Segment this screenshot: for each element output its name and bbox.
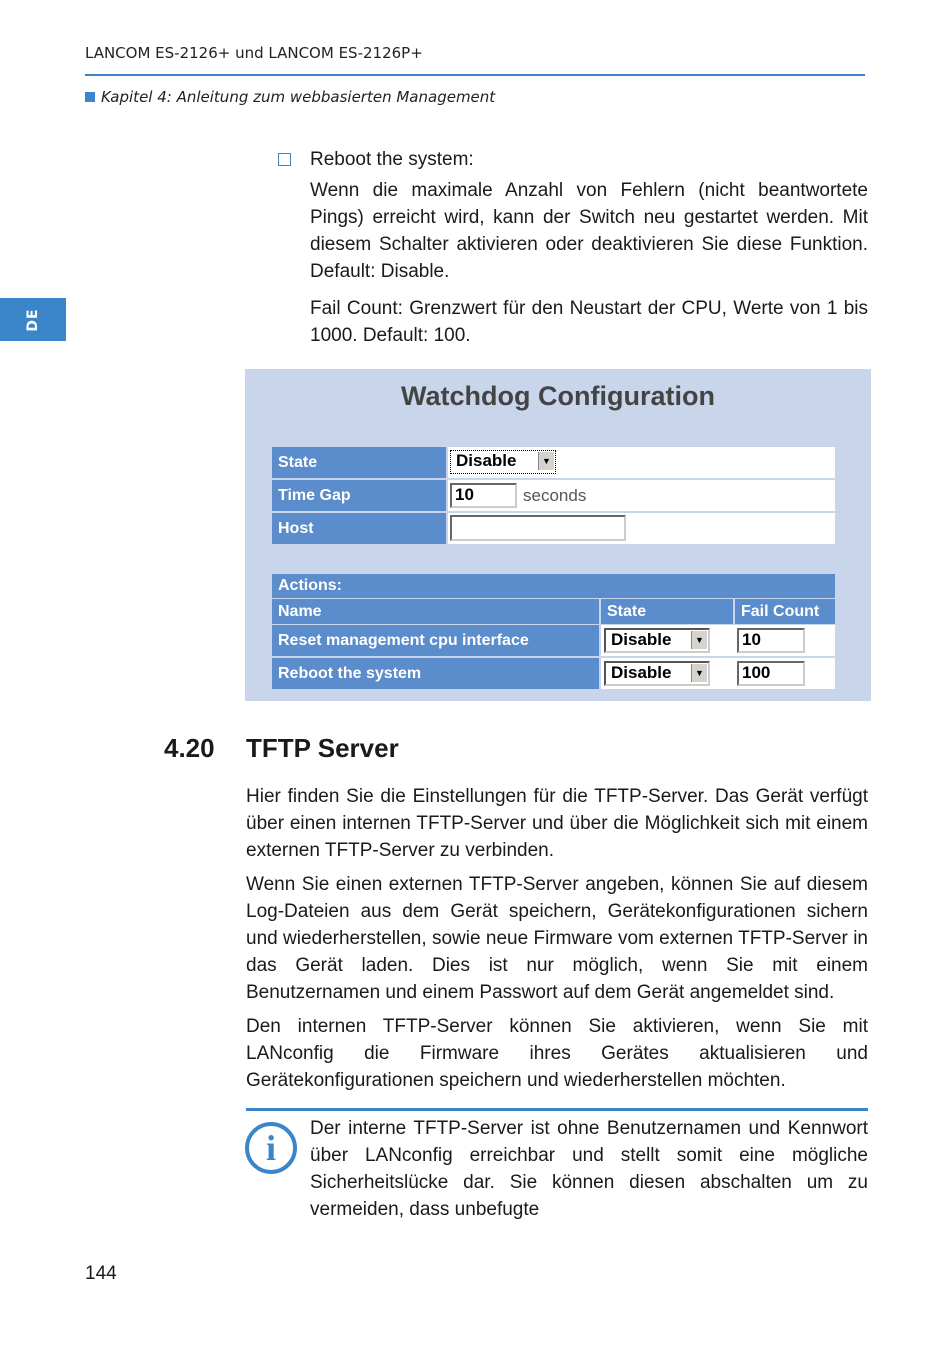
action-state-select[interactable] [604,628,710,653]
column-header-fail-count: Fail Count [735,599,835,624]
bullet-square-icon [278,153,291,166]
section-number: 4.20 [164,733,215,763]
chapter-title: Kapitel 4: Anleitung zum webbasierten Management [101,88,496,106]
bullet-title: Reboot the system: [310,149,474,170]
timegap-input[interactable]: 10 [450,483,517,508]
table-row-name: Reboot the system [272,658,599,689]
chevron-down-icon: ▼ [691,631,707,649]
table-row-name: Reset management cpu interface [272,625,599,656]
fail-count-input[interactable]: 10 [737,628,805,653]
chevron-down-icon: ▼ [691,664,707,682]
fail-count-input[interactable]: 100 [737,661,805,686]
header-divider [85,74,865,76]
state-label: State [272,447,446,478]
chevron-down-icon: ▼ [538,452,554,470]
host-input[interactable] [450,515,626,541]
host-label: Host [272,513,446,544]
column-header-name: Name [272,599,599,624]
action-state-value: Disable [611,663,672,682]
language-tab-label: DE [25,307,41,332]
info-icon: i [245,1122,297,1174]
watchdog-config-screenshot [245,369,871,701]
language-tab [0,298,66,341]
section-paragraph: Den internen TFTP-Server können Sie aktivieren, wenn Sie mit LANconfig die Firmware ihres Gerätes aktualisieren und Gerätekonfigurationen speichern und wiederherstellen möchten. [246,1016,868,1091]
state-select-value: Disable [456,451,517,470]
note-divider [246,1108,868,1111]
chapter-heading [85,88,495,106]
action-state-value: Disable [611,630,672,649]
page-number: 144 [85,1263,117,1284]
column-header-state: State [601,599,733,624]
bullet-paragraph: Wenn die maximale Anzahl von Fehlern (nicht beantwortete Pings) erreicht wird, kann der Switch neu gestartet werden. Mit diesem Schalter aktivieren oder deaktivieren Sie diese Funktion. Default: Disable. [310,180,868,282]
section-paragraph: Wenn Sie einen externen TFTP-Server angeben, können Sie auf diesem Log-Dateien aus dem Gerät speichern, Gerätekonfigurationen sichern und wiederherstellen, sowie neue Firmware vom externen TFTP-Server in das Gerät laden. Dies ist nur möglich, wenn Sie mit einem Benutzernamen und einem Passwort auf dem Gerät angemeldet sind. [246,874,868,1003]
bullet-paragraph: Fail Count: Grenzwert für den Neustart der CPU, Werte von 1 bis 1000. Default: 100. [310,298,868,346]
section-title: TFTP Server [246,733,399,763]
action-state-select[interactable] [604,661,710,686]
chapter-square-icon [85,92,95,102]
timegap-label: Time Gap [272,480,446,511]
note-text: Der interne TFTP-Server ist ohne Benutzernamen und Kennwort über LANconfig erreichbar und stellt somit eine mögliche Sicherheitslücke dar. Sie können diesen abschalten um zu vermeiden, dass unbefugte [310,1118,868,1220]
actions-header: Actions: [272,574,835,598]
document-header-title: LANCOM ES-2126+ und LANCOM ES-2126P+ [85,44,423,62]
section-paragraph: Hier finden Sie die Einstellungen für die TFTP-Server. Das Gerät verfügt über einen internen TFTP-Server und über die Möglichkeit sich mit einem externen TFTP-Server zu verbinden. [246,786,868,861]
timegap-unit: seconds [523,486,587,505]
state-select[interactable] [450,450,556,474]
watchdog-title: Watchdog Configuration [401,381,715,411]
